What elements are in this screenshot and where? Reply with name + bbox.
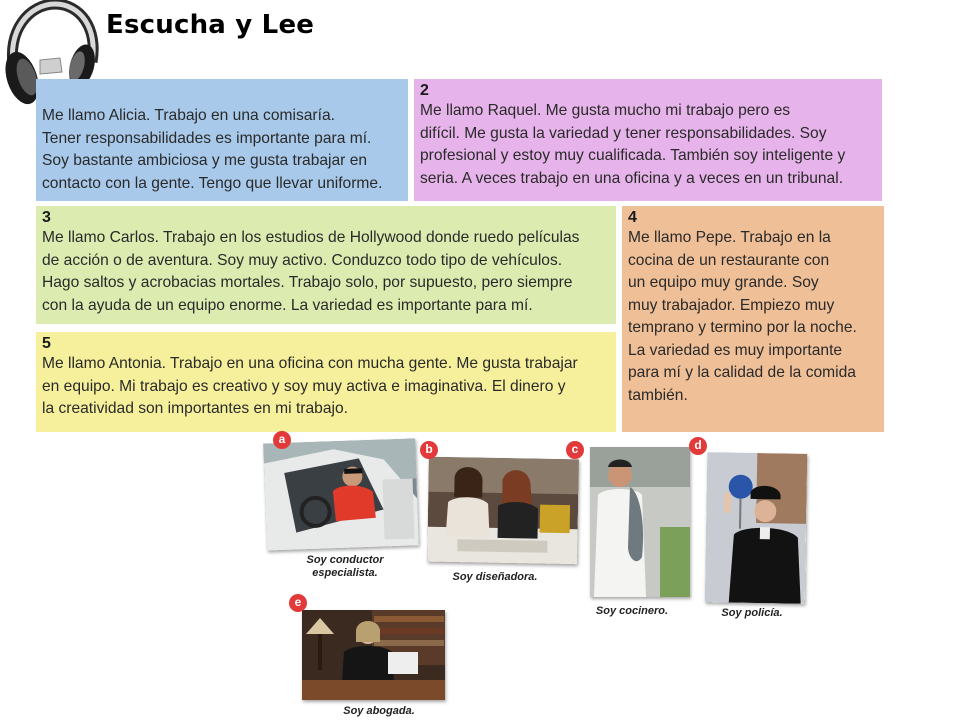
text-line: un equipo muy grande. Soy: [628, 274, 819, 291]
text-box-4: [622, 206, 884, 432]
text-line: cocina de un restaurante con: [628, 251, 830, 269]
photo-caption-e: [334, 705, 424, 718]
box-number: 2: [420, 82, 429, 99]
photo-badge-b: b: [420, 441, 438, 459]
text-line: contacto con la gente. Tengo que llevar uniforme.: [42, 174, 383, 192]
text-line: muy trabajador. Empiezo muy: [628, 296, 835, 314]
caption-line: Soy diseñadora.: [452, 571, 538, 583]
text-line: de acción o de aventura. Soy muy activo. Conduzco todo tipo de vehículos.: [42, 251, 563, 269]
photo-caption-c: [592, 605, 672, 618]
photo-caption-b: [430, 571, 560, 584]
box-number: 5: [42, 335, 51, 352]
photo-caption-a: [285, 554, 405, 580]
caption-line: Soy policía.: [721, 607, 783, 619]
text-line: Hago saltos y acrobacias mortales. Trabajo solo, por supuesto, pero siempre: [42, 274, 573, 291]
text-box-1: [36, 79, 408, 201]
text-line: Me llamo Raquel. Me gusta mucho mi trabajo pero es: [420, 102, 791, 119]
photo-badge-d: d: [689, 437, 707, 455]
photo-cook: [590, 447, 690, 597]
photo-badge-e: e: [289, 594, 307, 612]
text-box-3: [36, 206, 616, 324]
text-line: Soy bastante ambiciosa y me gusta trabajar en: [42, 152, 368, 169]
page-title: Escucha y Lee: [106, 10, 315, 40]
photo-designer: [427, 457, 579, 565]
text-box-5: [36, 332, 616, 432]
text-line: seria. A veces trabajo en una oficina y a veces en un tribunal.: [420, 169, 844, 187]
photo-lawyer: [302, 610, 445, 700]
box-number: 4: [628, 209, 637, 226]
text-line: para mí y la calidad de la comida: [628, 364, 856, 381]
text-box-2: [414, 79, 882, 201]
text-line: temprano y termino por la noche.: [628, 319, 857, 336]
caption-line: Soy cocinero.: [595, 605, 669, 617]
photo-badge-a: a: [273, 431, 291, 449]
caption-line: especialista.: [312, 567, 378, 579]
photo-stunt-driver: [263, 438, 419, 550]
text-line: también.: [628, 386, 688, 404]
photo-badge-c: c: [566, 441, 584, 459]
text-line: Me llamo Antonia. Trabajo en una oficina con mucha gente. Me gusta trabajar: [42, 355, 578, 372]
text-line: Me llamo Pepe. Trabajo en la: [628, 229, 831, 246]
text-line: difícil. Me gusta la variedad y tener responsabilidades. Soy: [420, 124, 827, 142]
box-number: 3: [42, 209, 51, 226]
text-line: Me llamo Alicia. Trabajo en una comisaría.: [42, 107, 335, 124]
text-line: la creatividad son importantes en mi trabajo.: [42, 400, 348, 417]
photo-caption-d: [712, 607, 792, 620]
text-line: profesional y estoy muy cualificada. También soy inteligente y: [420, 147, 846, 164]
text-line: La variedad es muy importante: [628, 341, 843, 359]
text-line: Me llamo Carlos. Trabajo en los estudios de Hollywood donde ruedo películas: [42, 229, 580, 246]
caption-line: Soy conductor: [306, 554, 384, 566]
text-line: Tener responsabilidades es importante para mí.: [42, 129, 372, 147]
photo-police: [705, 452, 808, 604]
text-line: con la ayuda de un equipo enorme. La variedad es importante para mí.: [42, 296, 533, 314]
text-line: en equipo. Mi trabajo es creativo y soy muy activa e imaginativa. El dinero y: [42, 377, 566, 395]
caption-line: Soy abogada.: [343, 705, 415, 717]
